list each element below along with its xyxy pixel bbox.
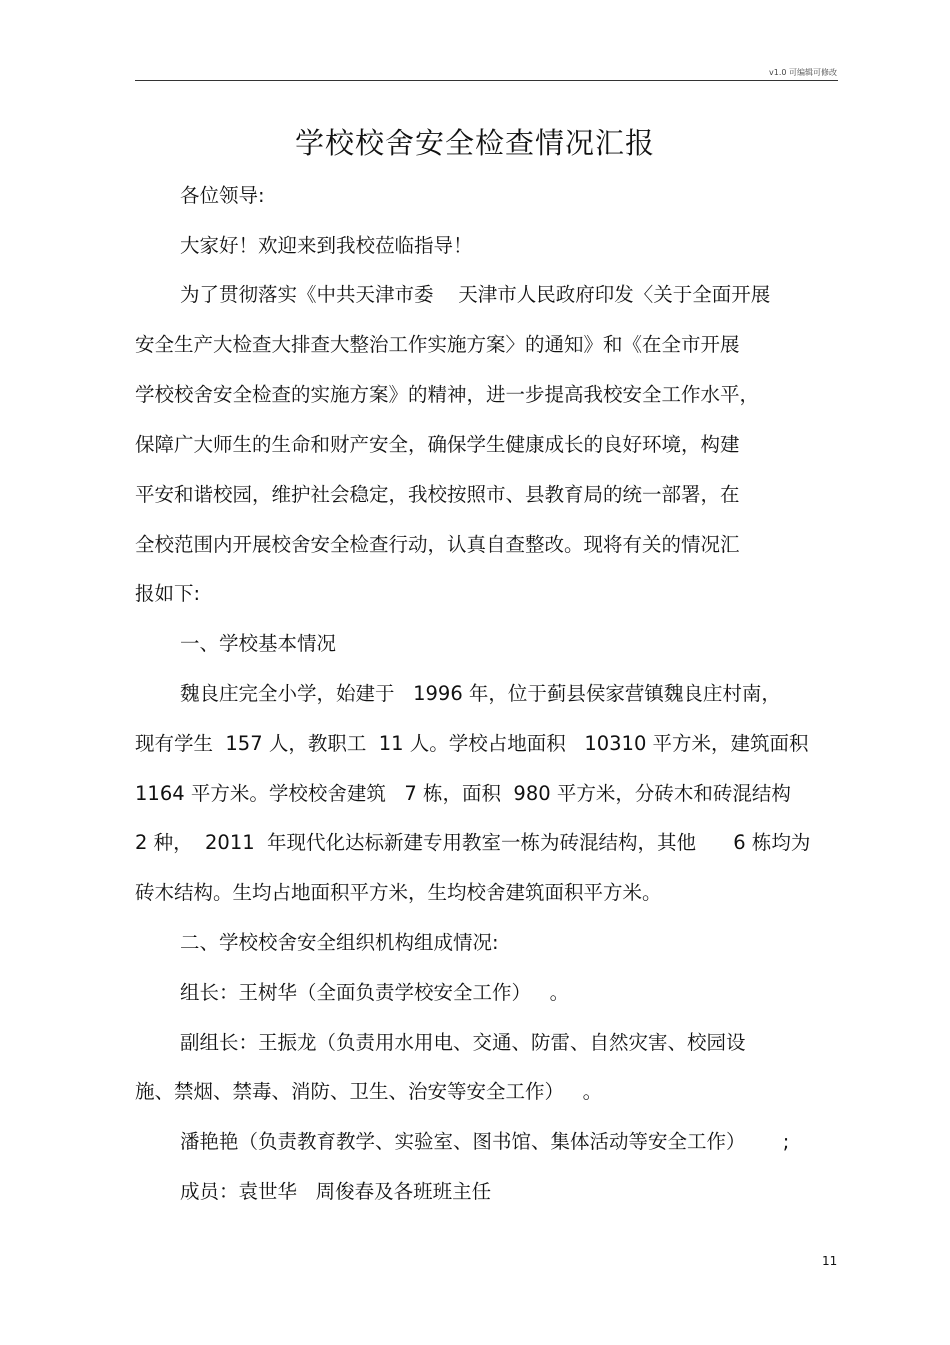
paragraph-line: 2 种， 2011 年现代化达标新建专用教室一栋为砖混结构，其他 6 栋均为 — [135, 831, 811, 854]
paragraph-line: 报如下: — [135, 582, 201, 605]
paragraph-line: 潘艳艳（负责教育教学、实验室、图书馆、集体活动等安全工作） ; — [180, 1130, 790, 1153]
page-number: 11 — [822, 1254, 838, 1268]
paragraph-line: 砖木结构。生均占地面积平方米，生均校舍建筑面积平方米。 — [135, 881, 662, 904]
paragraph-line: 魏良庄完全小学，始建于 1996 年，位于蓟县侯家营镇魏良庄村南， — [180, 682, 781, 705]
paragraph-line: 1164 平方米。学校校舍建筑 7 栋，面积 980 平方米，分砖木和砖混结构 — [135, 782, 791, 805]
paragraph-line: 保障广大师生的生命和财产安全，确保学生健康成长的良好环境，构建 — [135, 433, 740, 456]
paragraph-line: 为了贯彻落实《中共天津市委 天津市人民政府印发〈关于全面开展 — [180, 283, 771, 306]
paragraph-line: 全校范围内开展校舍安全检查行动，认真自查整改。现将有关的情况汇 — [135, 533, 740, 556]
paragraph-line: 平安和谐校园，维护社会稳定，我校按照市、县教育局的统一部署，在 — [135, 483, 740, 506]
paragraph-line: 组长：王树华（全面负责学校安全工作） 。 — [180, 981, 570, 1004]
paragraph-line: 施、禁烟、禁毒、消防、卫生、治安等安全工作） 。 — [135, 1080, 603, 1103]
header-note: v1.0 可编辑可修改 — [769, 68, 837, 77]
paragraph-line: 学校校舍安全检查的实施方案》的精神，进一步提高我校安全工作水平， — [135, 383, 760, 406]
paragraph-line: 安全生产大检查大排查大整治工作实施方案〉的通知》和《在全市开展 — [135, 333, 740, 356]
greeting: 大家好！欢迎来到我校莅临指导！ — [180, 234, 473, 257]
paragraph-line: 成员：袁世华 周俊春及各班班主任 — [180, 1180, 492, 1203]
header-divider — [135, 80, 838, 81]
document-title: 学校校舍安全检查情况汇报 — [294, 126, 655, 160]
paragraph-line: 副组长：王振龙（负责用水用电、交通、防雷、自然灾害、校园设 — [180, 1031, 746, 1054]
paragraph-line: 现有学生 157 人，教职工 11 人。学校占地面积 10310 平方米，建筑面积 — [135, 732, 809, 755]
section-heading: 二、学校校舍安全组织机构组成情况: — [180, 931, 499, 954]
salutation: 各位领导: — [180, 184, 265, 207]
section-heading: 一、学校基本情况 — [180, 632, 337, 655]
